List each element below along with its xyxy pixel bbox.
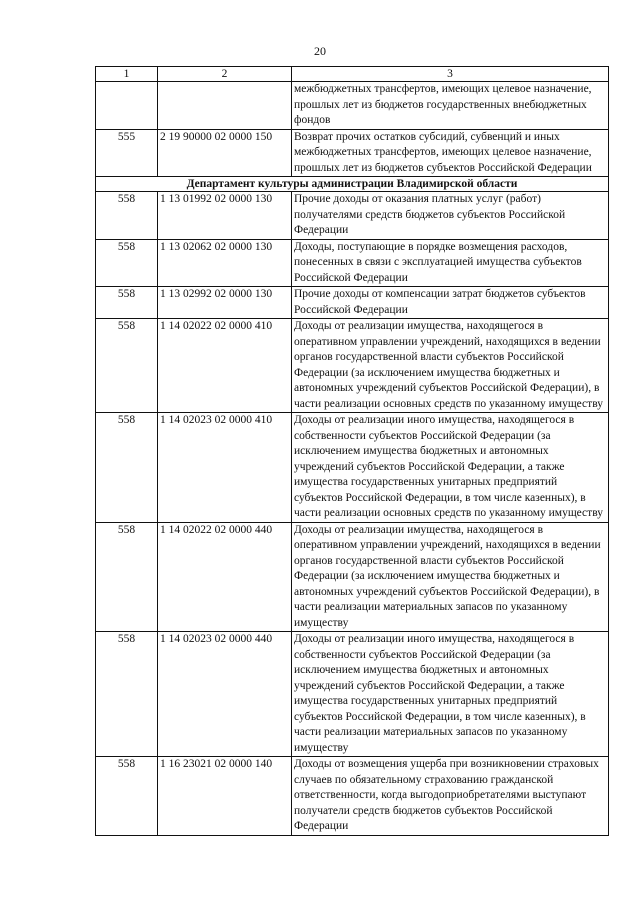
table-row: [96, 319, 609, 413]
kbk-code-cell: 1 13 01992 02 0000 130: [158, 192, 292, 240]
kbk-code-cell: 1 13 02062 02 0000 130: [158, 239, 292, 287]
table-row: [96, 239, 609, 287]
description-cell: Доходы от реализации иного имущества, находящегося в собственности субъектов Российской Федерации (за исключением имущества бюджетных и автономных учреждений субъектов Российской Федерации, а также имущества государственных унитарных предприятий субъектов Российской Федерации, в том числе казенных), в части реализации материальных запасов по указанному имуществу: [292, 632, 609, 757]
column-header-1: 1: [96, 67, 158, 82]
admin-code-cell: 558: [96, 522, 158, 632]
kbk-code-cell: 1 14 02023 02 0000 440: [158, 632, 292, 757]
kbk-code-cell: 2 19 90000 02 0000 150: [158, 129, 292, 177]
table-row: [96, 287, 609, 319]
admin-code-cell: 558: [96, 632, 158, 757]
admin-code-cell: 558: [96, 413, 158, 523]
description-cell: Возврат прочих остатков субсидий, субвенций и иных межбюджетных трансфертов, имеющих целевое назначение, прошлых лет из бюджетов субъектов Российской Федерации: [292, 129, 609, 177]
column-header-3: 3: [292, 67, 609, 82]
kbk-code-cell: 1 16 23021 02 0000 140: [158, 757, 292, 836]
table-header-row: [96, 67, 609, 82]
admin-code-cell: 558: [96, 319, 158, 413]
description-cell: Доходы от реализации имущества, находящегося в оперативном управлении учреждений, находящихся в ведении органов государственной власти субъектов Российской Федерации (за исключением имущества бюджетных и автономных учреждений субъектов Российской Федерации), в части реализации основных средств по указанному имуществу: [292, 319, 609, 413]
description-cell: Доходы от реализации имущества, находящегося в оперативном управлении учреждений, находящихся в ведении органов государственной власти субъектов Российской Федерации (за исключением имущества бюджетных и автономных учреждений субъектов Российской Федерации), в части реализации материальных запасов по указанному имуществу: [292, 522, 609, 632]
table-row: [96, 522, 609, 632]
kbk-code-cell: 1 14 02022 02 0000 410: [158, 319, 292, 413]
table-body: [96, 82, 609, 836]
description-cell: Доходы, поступающие в порядке возмещения расходов, понесенных в связи с эксплуатацией имущества субъектов Российской Федерации: [292, 239, 609, 287]
table-row: [96, 413, 609, 523]
table-row: [96, 82, 609, 130]
table-row: [96, 129, 609, 177]
kbk-code-cell: 1 13 02992 02 0000 130: [158, 287, 292, 319]
table-row: [96, 757, 609, 836]
revenue-codes-table: [95, 66, 609, 836]
section-header-row: [96, 177, 609, 192]
kbk-code-cell: 1 14 02022 02 0000 440: [158, 522, 292, 632]
description-cell: Доходы от реализации иного имущества, находящегося в собственности субъектов Российской Федерации (за исключением имущества бюджетных и автономных учреждений субъектов Российской Федерации, а также имущества государственных унитарных предприятий субъектов Российской Федерации, в том числе казенных), в части реализации основных средств по указанному имуществу: [292, 413, 609, 523]
admin-code-cell: 558: [96, 287, 158, 319]
section-title: Департамент культуры администрации Владимирской области: [96, 177, 609, 192]
description-cell: Доходы от возмещения ущерба при возникновении страховых случаев по обязательному страхованию гражданской ответственности, когда выгодоприобретателями выступают получатели средств бюджетов субъектов Российской Федерации: [292, 757, 609, 836]
column-header-2: 2: [158, 67, 292, 82]
admin-code-cell: 558: [96, 192, 158, 240]
description-cell: Прочие доходы от оказания платных услуг (работ) получателями средств бюджетов субъектов Российской Федерации: [292, 192, 609, 240]
table-row: [96, 632, 609, 757]
description-cell: межбюджетных трансфертов, имеющих целевое назначение, прошлых лет из бюджетов государственных внебюджетных фондов: [292, 82, 609, 130]
admin-code-cell: 558: [96, 239, 158, 287]
admin-code-cell: 558: [96, 757, 158, 836]
kbk-code-cell: 1 14 02023 02 0000 410: [158, 413, 292, 523]
admin-code-cell: 555: [96, 129, 158, 177]
admin-code-cell: [96, 82, 158, 130]
page-number: 20: [314, 44, 326, 58]
table-row: [96, 192, 609, 240]
kbk-code-cell: [158, 82, 292, 130]
description-cell: Прочие доходы от компенсации затрат бюджетов субъектов Российской Федерации: [292, 287, 609, 319]
